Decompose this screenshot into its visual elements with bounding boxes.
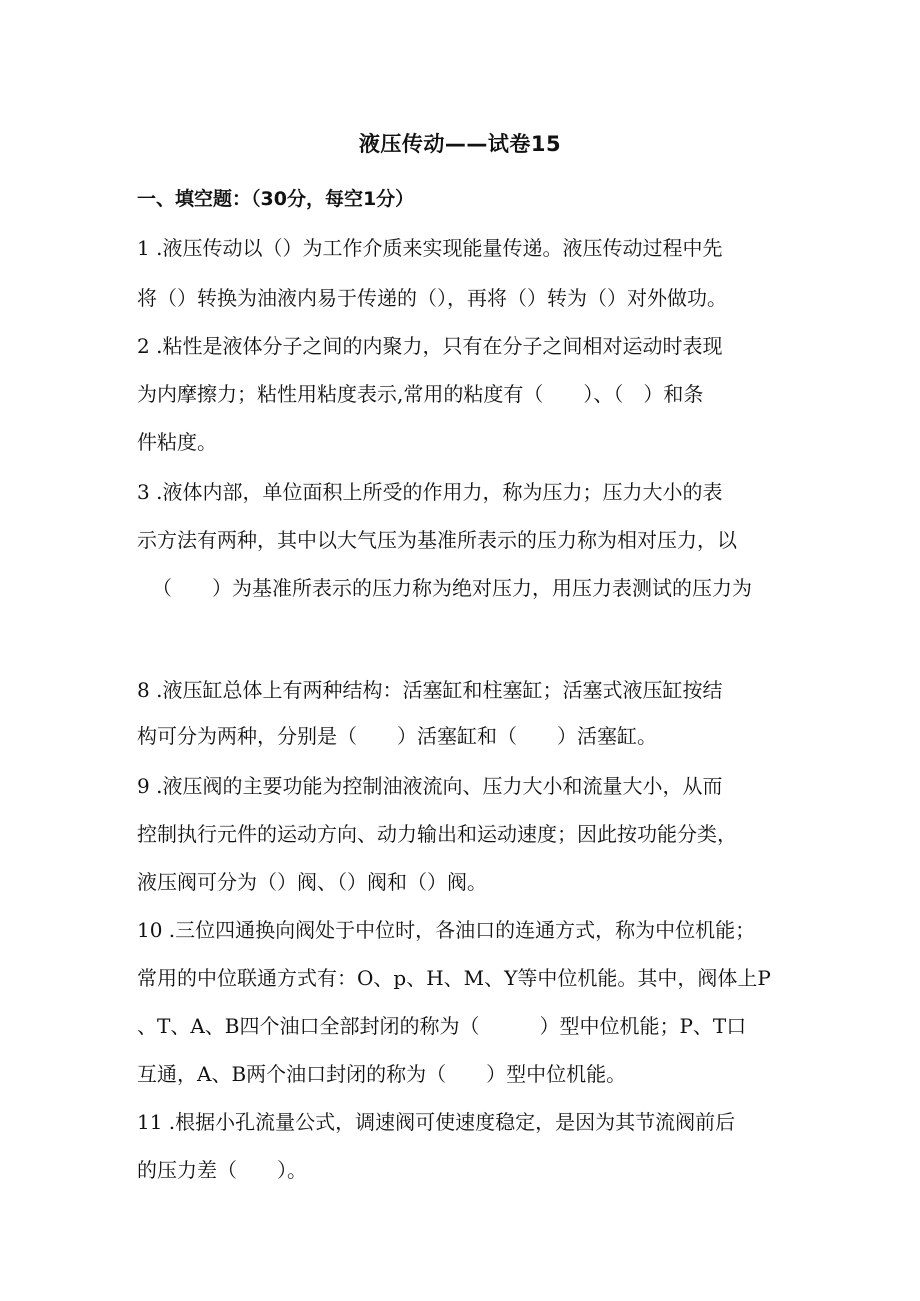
question-line: 控制执行元件的运动方向、动力输出和运动速度；因此按功能分类， — [137, 822, 737, 846]
question-line: 常用的中位联通方式有：O、p、H、M、Y等中位机能。其中，阀体上P — [137, 966, 771, 990]
question-line: 1 .液压传动以（）为工作介质来实现能量传递。液压传动过程中先 — [137, 236, 723, 260]
question-line: 液压阀可分为（）阀、（）阀和（）阀。 — [137, 870, 487, 894]
section-heading: 一、填空题：（30分，每空1分） — [137, 188, 415, 210]
question-line: 2 .粘性是液体分子之间的内聚力，只有在分子之间相对运动时表现 — [137, 334, 723, 358]
question-line: 11 .根据小孔流量公式，调速阀可使速度稳定，是因为其节流阀前后 — [137, 1110, 736, 1134]
question-line: 构可分为两种，分别是（ ）活塞缸和（ ）活塞缸。 — [137, 724, 657, 748]
question-line: 3 .液体内部，单位面积上所受的作用力，称为压力；压力大小的表 — [137, 480, 723, 504]
document-title: 液压传动——试卷15 — [358, 132, 562, 156]
question-line: 8 .液压缸总体上有两种结构：活塞缸和柱塞缸；活塞式液压缸按结 — [137, 678, 723, 702]
question-line: 将（）转换为油液内易于传递的（），再将（）转为（）对外做功。 — [137, 286, 727, 310]
question-line: 示方法有两种，其中以大气压为基准所表示的压力称为相对压力，以 — [137, 528, 737, 552]
question-line: 互通，A、B两个油口封闭的称为（ ）型中位机能。 — [137, 1062, 627, 1086]
question-line: 件粘度。 — [137, 430, 217, 454]
question-line: 9 .液压阀的主要功能为控制油液流向、压力大小和流量大小，从而 — [137, 774, 723, 798]
question-line: 的压力差（ ）。 — [137, 1158, 307, 1182]
question-line: 10 .三位四通换向阀处于中位时，各油口的连通方式，称为中位机能； — [137, 918, 756, 942]
question-line: 、T、A、B四个油口全部封闭的称为（ ）型中位机能；P、T口 — [137, 1014, 747, 1038]
question-line: （ ）为基准所表示的压力称为绝对压力，用压力表测试的压力为 — [152, 576, 752, 600]
question-line: 为内摩擦力；粘性用粘度表示,常用的粘度有（ ）、（ ）和条 — [137, 382, 704, 406]
